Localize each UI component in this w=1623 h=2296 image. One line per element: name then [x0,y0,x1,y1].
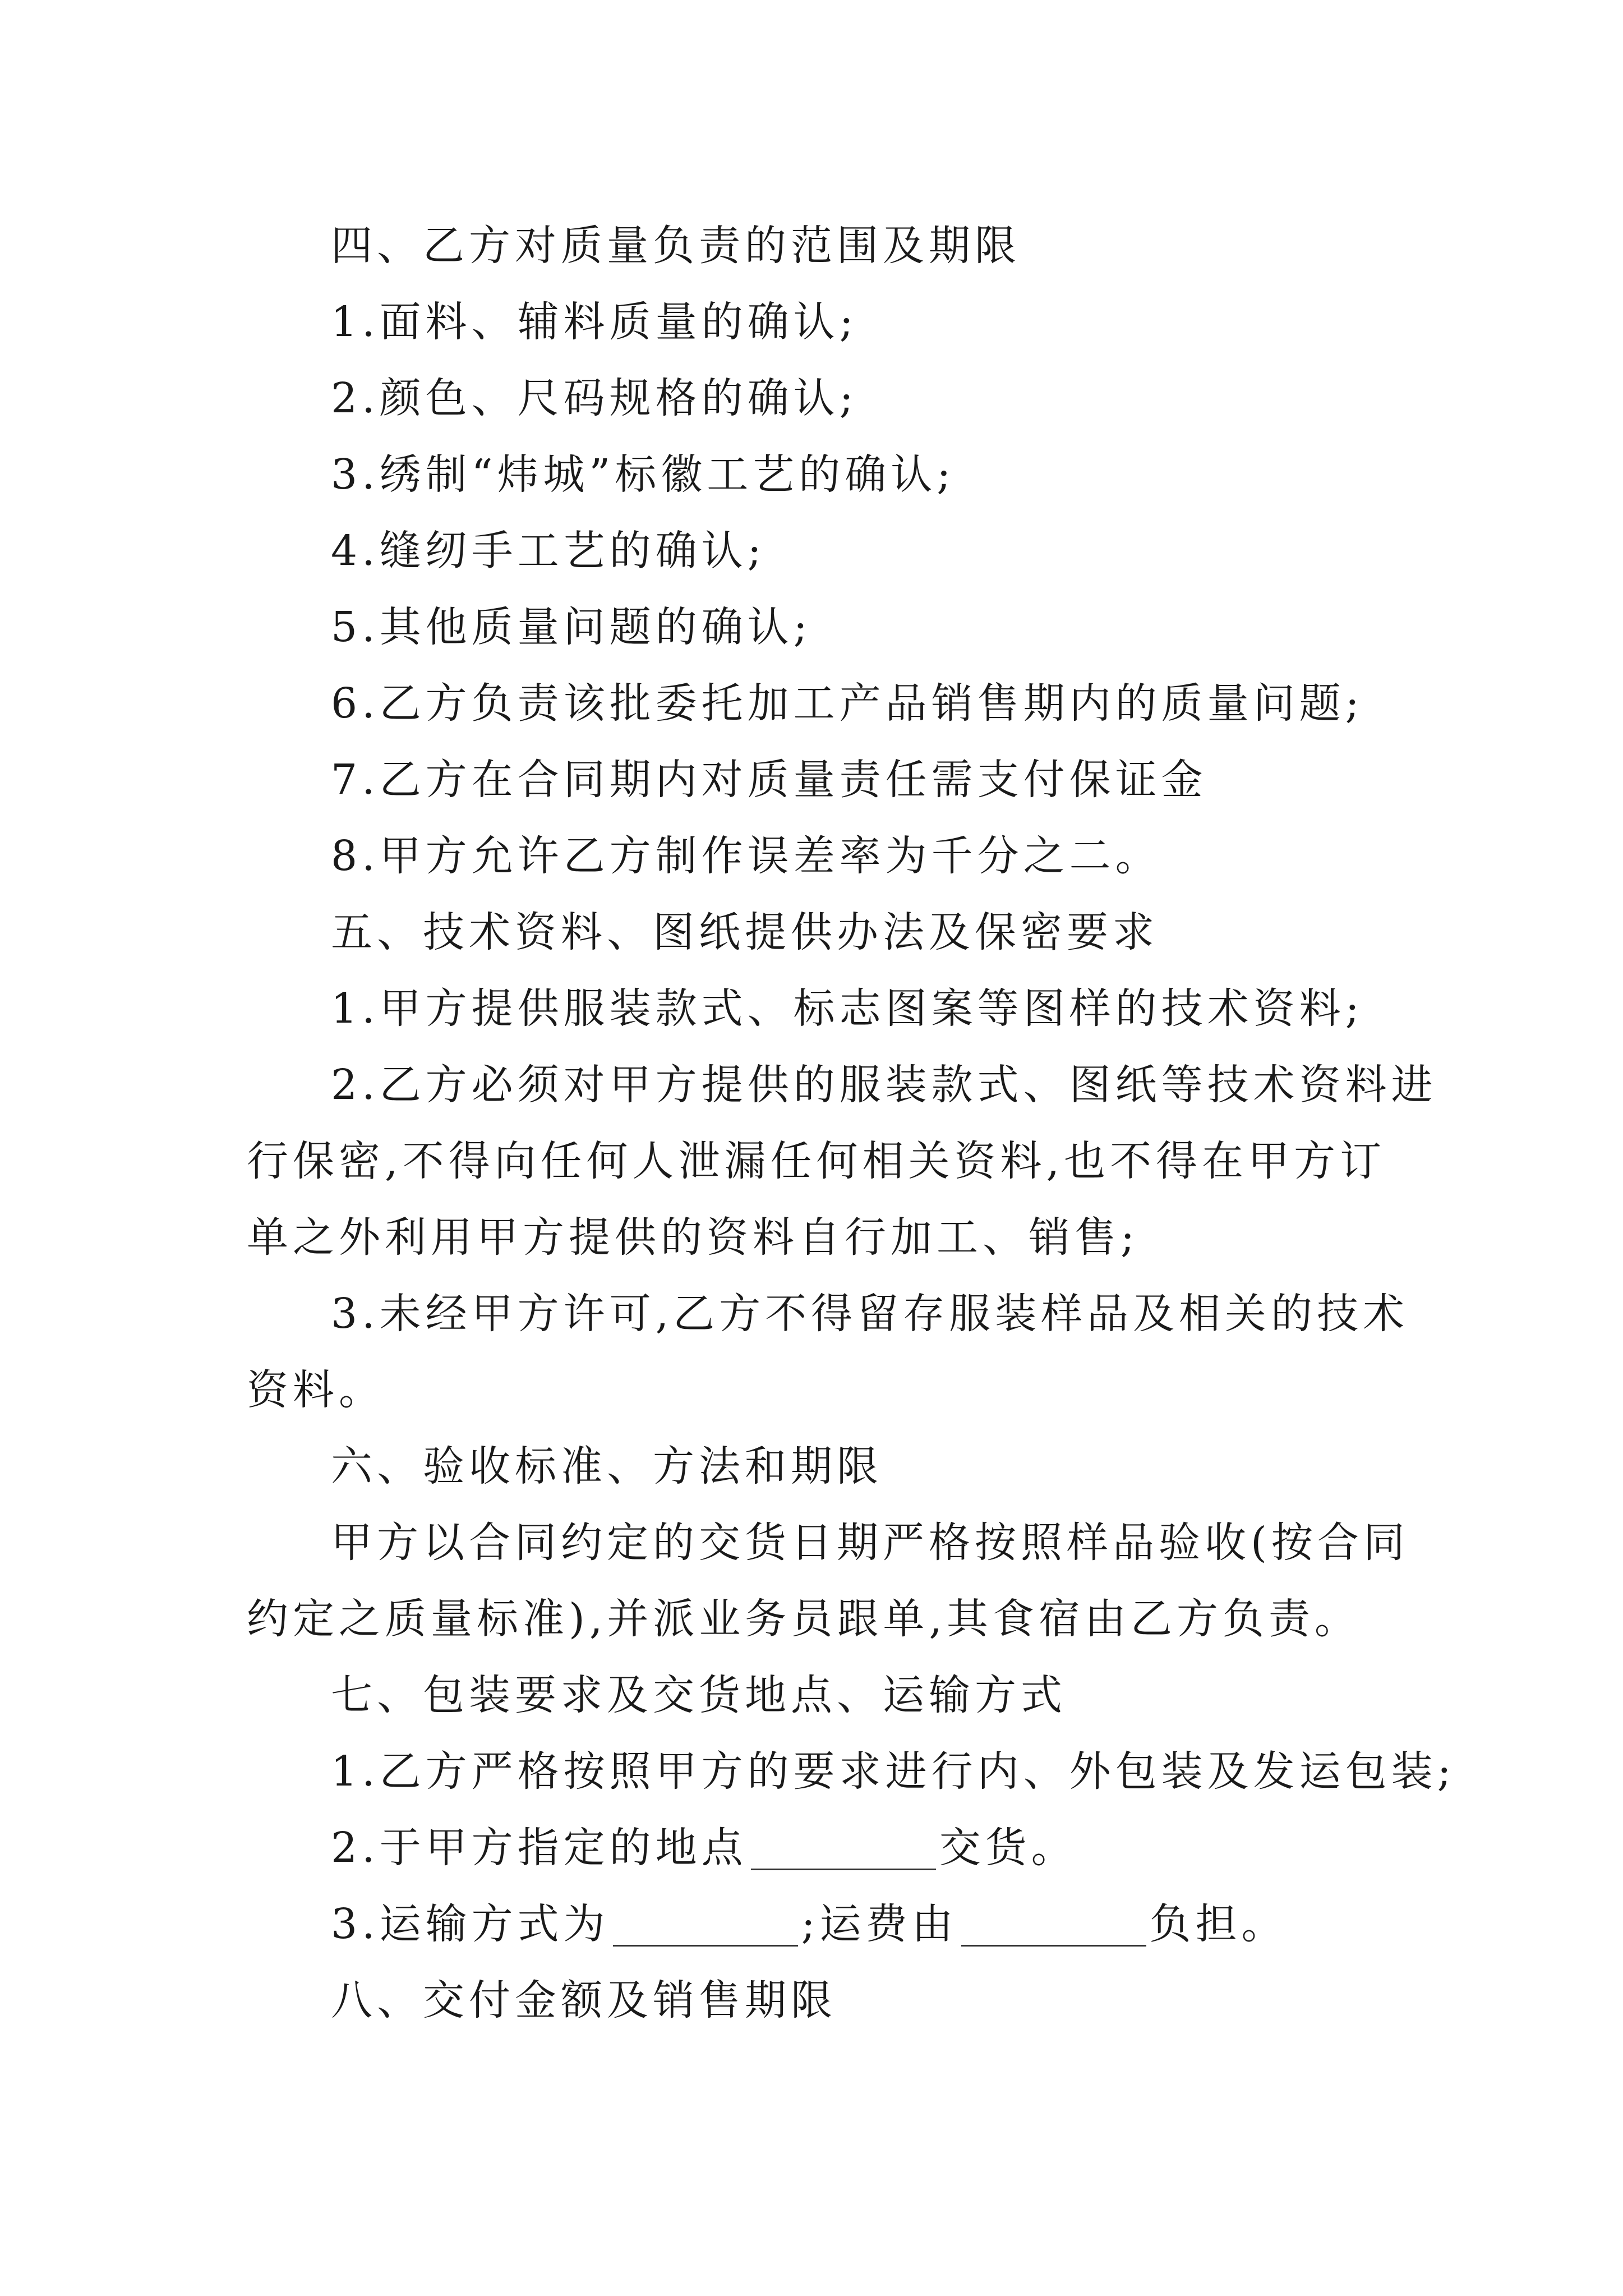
section-heading-7: 七、包装要求及交货地点、运输方式 [331,1671,1067,1719]
section-heading-4: 四、乙方对质量负责的范围及期限 [331,222,1021,270]
paragraph: 4.缝纫手工艺的确认; [331,527,766,575]
transport-prefix: 3.运输方式为 [331,1900,610,1948]
paragraph: 2.颜色、尺码规格的确认; [331,374,858,422]
paragraph-continuation: 约定之质量标准),并派业务员跟单,其食宿由乙方负责。 [247,1595,1361,1643]
paragraph: 甲方以合同约定的交货日期严格按照样品验收(按合同 [331,1519,1409,1567]
paragraph-continuation: 行保密,不得向任何人泄漏任何相关资料,也不得在甲方订 [247,1137,1386,1185]
paragraph: 1.乙方严格按照甲方的要求进行内、外包装及发运包装; [331,1747,1456,1796]
paragraph: 7.乙方在合同期内对质量责任需支付保证金 [331,756,1207,804]
paragraph-continuation: 单之外利用甲方提供的资料自行加工、销售; [247,1213,1139,1262]
delivery-location-line [247,1810,1385,1886]
paragraph: 3.未经甲方许可,乙方不得留存服装样品及相关的技术 [331,1290,1409,1338]
paragraph: 1.面料、辅料质量的确认; [331,298,858,346]
paragraph: 6.乙方负责该批委托加工产品销售期内的质量问题; [331,679,1364,728]
transport-suffix: 负担。 [1149,1900,1288,1948]
transport-line [247,1886,1385,1962]
transport-middle: ;运费由 [801,1900,958,1948]
paragraph: 5.其他质量问题的确认; [331,603,812,651]
delivery-suffix: 交货。 [939,1824,1077,1872]
paragraph: 1.甲方提供服装款式、标志图案等图样的技术资料; [331,984,1364,1033]
section-heading-5: 五、技术资料、图纸提供办法及保密要求 [331,908,1159,956]
section-heading-6: 六、验收标准、方法和期限 [331,1442,883,1490]
paragraph: 8.甲方允许乙方制作误差率为千分之二。 [331,832,1161,880]
document-body [247,208,1456,2039]
section-heading-8: 八、交付金额及销售期限 [331,1976,837,2024]
paragraph: 3.绣制“炜城”标徽工艺的确认; [331,450,956,499]
delivery-prefix: 2.于甲方指定的地点 [331,1824,748,1872]
transport-method-blank[interactable] [613,1889,798,1947]
freight-payer-blank[interactable] [961,1889,1146,1947]
paragraph: 2.乙方必须对甲方提供的服装款式、图纸等技术资料进 [331,1061,1437,1109]
delivery-location-blank[interactable] [751,1812,936,1870]
paragraph-continuation: 资料。 [247,1366,385,1414]
